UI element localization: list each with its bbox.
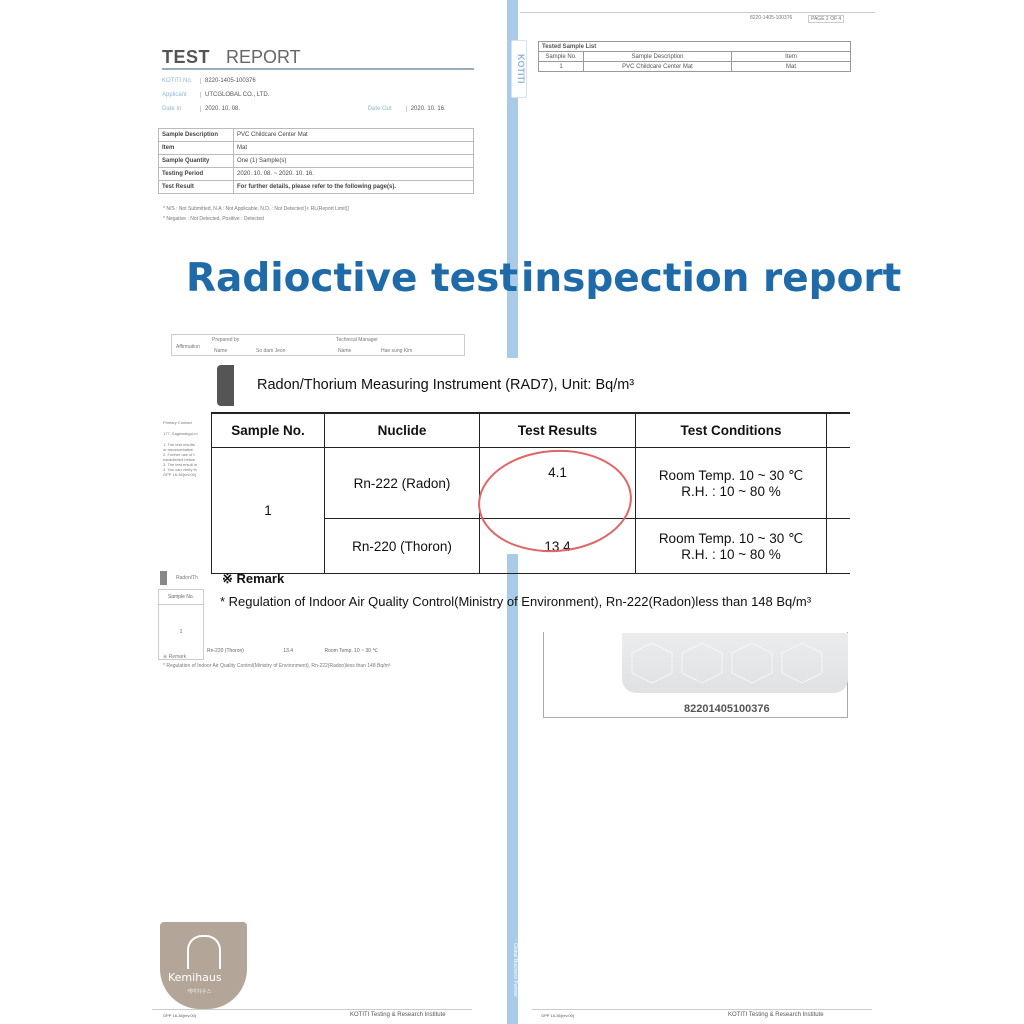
lower-remark-text: * Regulation of Indoor Air Quality Control(Ministry of Environment), Rn-222(Radon)less than 148 Bq/m³ xyxy=(163,663,391,669)
test-label: TEST xyxy=(162,47,211,67)
sample-photo-code: 82201405100376 xyxy=(684,703,770,715)
kotiti-tab: KOTITI xyxy=(511,40,527,98)
note-1: * N/S : Not Submitted, N.A : Not Applicable, N.D. : Not Detected [< RL(Report Limit)] xyxy=(163,206,349,212)
cell-result-radon: 4.1 xyxy=(480,448,636,519)
report-label: REPORT xyxy=(226,47,301,67)
report-number: 8220-1405-100376 xyxy=(750,15,793,21)
lower-left-table: Sample No. 1 Rn-220 (Thoron) 13.4 Room Temp. 10 ~ 30 ℃ xyxy=(158,589,474,660)
remark-text: * Regulation of Indoor Air Quality Control(Ministry of Environment), Rn-222(Radon)less than 148 Bq/m³ xyxy=(220,594,812,609)
summary-table: Sample Description PVC Childcare Center Mat Item Mat Sample Quantity One (1) Sample(s) Testing Period 2020. 10. 08. ~ 2020. 10. 16. Test Result For further details, please refer to the following page(s). xyxy=(158,128,474,194)
cell-conditions-thoron: Room Temp. 10 ~ 30 ℃ R.H. : 10 ~ 80 % xyxy=(636,519,827,574)
lower-tab-marker xyxy=(160,571,167,585)
cell-conditions-radon: Room Temp. 10 ~ 30 ℃ R.H. : 10 ~ 80 % xyxy=(636,448,827,519)
header-nuclide: Nuclide xyxy=(325,413,480,448)
note-2: * Negative : Not Detected, Positive : Detected xyxy=(163,216,264,222)
left-footer-institute: KOTITI Testing & Research Institute xyxy=(350,1012,446,1018)
remark-title: ※ Remark xyxy=(222,571,285,586)
lower-tab-label: Radon/Th xyxy=(176,575,198,581)
logo-name: Kemihaus xyxy=(168,971,222,984)
affirmation-box: Affirmation Prepared by Name So dam Jeon Technical Manager Name Hae sung Kim xyxy=(171,334,465,356)
cell-sample-no: 1 xyxy=(212,448,325,574)
header-sample-no: Sample No. xyxy=(212,413,325,448)
left-footer-gpp: GPP 16-36(rev.00) xyxy=(163,1013,197,1018)
logo-sub: 케미하우스 xyxy=(187,989,212,995)
page-indicator: PAGE 2 OF 4 xyxy=(808,15,844,23)
instrument-title: Radon/Thorium Measuring Instrument (RAD7), Unit: Bq/m³ xyxy=(257,377,635,393)
cell-nuclide-thoron: Rn-220 (Thoron) xyxy=(325,519,480,574)
sample-photo xyxy=(622,633,848,693)
cell-result-thoron: 13.4 xyxy=(480,519,636,574)
global-partner-label: Global Business Partner xyxy=(512,943,518,997)
right-footer-rule xyxy=(532,1009,872,1010)
right-footer-institute: KOTITI Testing & Research Institute xyxy=(728,1012,824,1018)
cell-nuclide-radon: Rn-222 (Radon) xyxy=(325,448,480,519)
header-test-results: Test Results xyxy=(480,413,636,448)
tested-sample-list: Tested Sample List Sample No. Sample Description Item 1 PVC Childcare Center Mat Mat xyxy=(538,41,851,72)
headline-right: inspection report xyxy=(521,256,902,301)
header-test-conditions: Test Conditions xyxy=(636,413,827,448)
lower-remark: ※ Remark xyxy=(163,654,187,660)
info-applicant: Applicant UTCGLOBAL CO., LTD. xyxy=(162,92,270,98)
info-kotiti-no: KOTITI No. 8220-1405-100376 xyxy=(162,78,256,84)
left-footer-rule xyxy=(152,1009,472,1010)
right-footer-gpp: GPP 16-36(rev.00) xyxy=(541,1013,575,1018)
left-footnotes: Primary Contact 177, Saginsatgol-ro 1. The test results or representative 2. Further use of t established betwe 3. The test result in 4. You can verify th GPP 16-36(rev.00) xyxy=(163,420,198,477)
section-tab-marker xyxy=(217,365,234,406)
headline-left: Radioctive test xyxy=(186,256,518,301)
info-date-in: Date In 2020. 10. 08. Date Out 2020. 10. 16. xyxy=(162,106,446,112)
title-rule xyxy=(162,68,474,70)
logo-arch-icon xyxy=(187,935,221,969)
header-rule xyxy=(520,12,875,13)
